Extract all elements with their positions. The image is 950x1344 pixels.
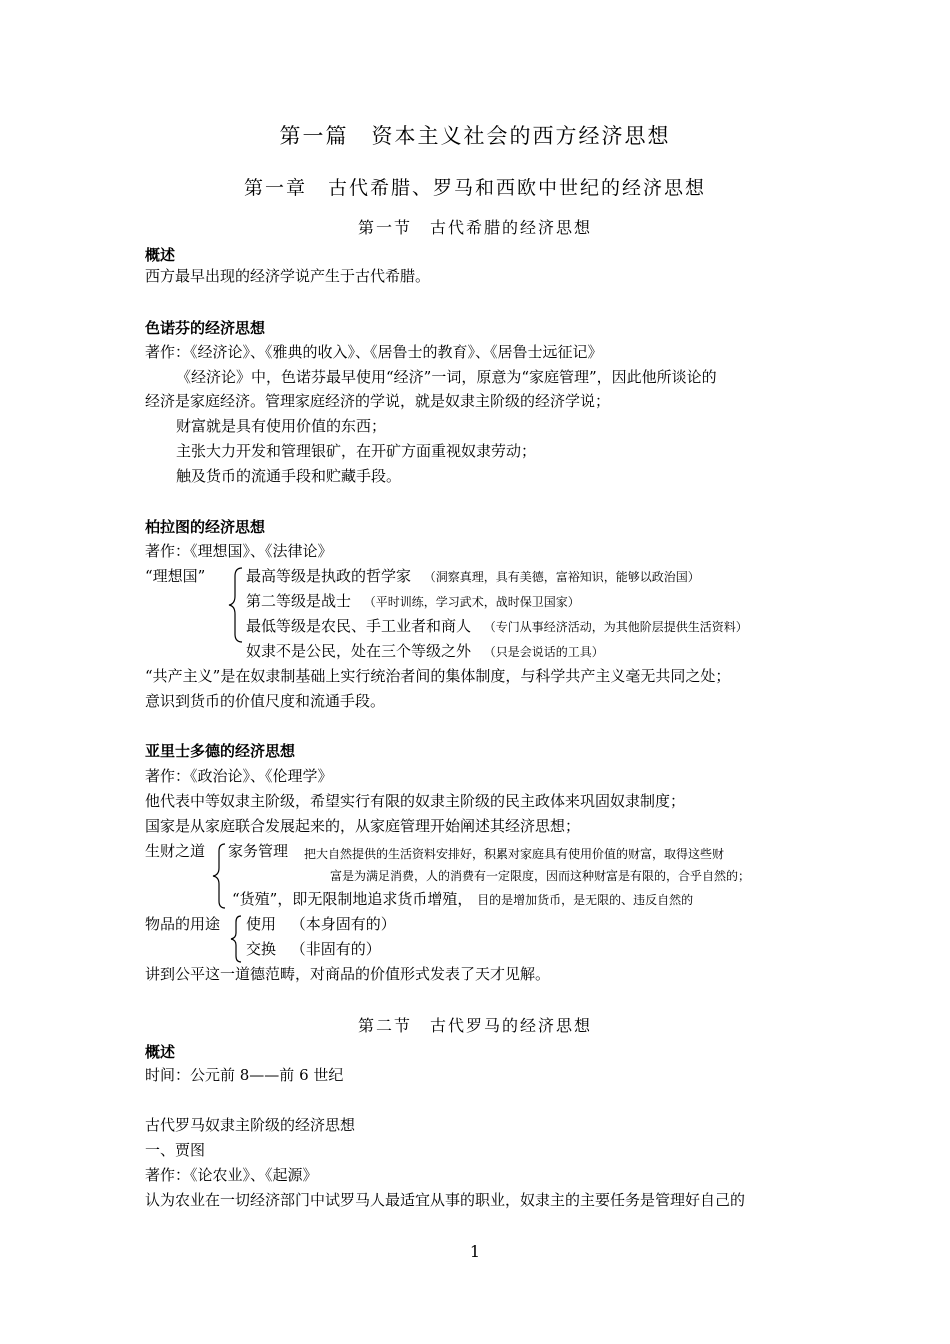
chrematistics bbox=[232, 887, 693, 912]
plato-heading: 柏拉图的经济思想 bbox=[145, 518, 266, 536]
xenophon-point-1: 财富就是具有使用价值的东西； bbox=[176, 417, 387, 435]
plato-money-line: 意识到货币的价值尺度和流通手段。 bbox=[145, 692, 386, 710]
level-4-note: （只是会说话的工具） bbox=[483, 645, 604, 659]
xenophon-point-3: 触及货币的流通手段和贮藏手段。 bbox=[176, 467, 402, 485]
overview-text: 西方最早出现的经济学说产生于古代希腊。 bbox=[145, 267, 431, 285]
use-item-2 bbox=[246, 937, 381, 961]
ideal-state-label: “理想国” bbox=[145, 567, 206, 585]
use-label: 物品的用途 bbox=[145, 915, 221, 933]
level-2-text: 第二等级是战士 bbox=[246, 592, 352, 610]
section2-time: 时间：公元前 8——前 6 世纪 bbox=[145, 1066, 344, 1084]
household-note-line1: 把大自然提供的生活资料安排好，积累对家庭具有使用价值的财富，取得这些财 bbox=[304, 847, 725, 861]
cato-heading: 一、贾图 bbox=[145, 1141, 206, 1159]
wealth-label: 生财之道 bbox=[145, 842, 206, 860]
level-1-text: 最高等级是执政的哲学家 bbox=[246, 567, 412, 585]
aristotle-line-2: 国家是从家庭联合发展起来的，从家庭管理开始阐述其经济思想； bbox=[145, 817, 581, 835]
xenophon-works: 著作：《经济论》、《雅典的收入》、《居鲁士的教育》、《居鲁士远征记》 bbox=[145, 343, 603, 361]
level-3-text: 最低等级是农民、手工业者和商人 bbox=[246, 617, 472, 635]
level-3-note: （专门从事经济活动，为其他阶层提供生活资料） bbox=[483, 620, 748, 634]
page-number: 1 bbox=[469, 1242, 481, 1261]
household-note-line2: 富是为满足消费，人的消费有一定限度，因而这种财富是有限的，合乎自然的； bbox=[330, 869, 751, 883]
level-4 bbox=[246, 639, 604, 664]
plato-communism-line: “共产主义”是在奴隶制基础上实行统治者间的集体制度，与科学共产主义毫无共同之处； bbox=[145, 667, 731, 685]
section2-title: 第二节 古代罗马的经济思想 bbox=[357, 1016, 592, 1035]
level-4-text: 奴隶不是公民，处在三个等级之外 bbox=[246, 642, 472, 660]
use-item-1 bbox=[246, 912, 396, 936]
chrematistics-note: 目的是增加货币，是无限的、违反自然的 bbox=[477, 893, 694, 907]
chapter-title: 第一章 古代希腊、罗马和西欧中世纪的经济思想 bbox=[243, 177, 706, 199]
aristotle-last-line: 讲到公平这一道德范畴，对商品的价值形式发表了天才见解。 bbox=[145, 965, 551, 983]
section1-title: 第一节 古代希腊的经济思想 bbox=[357, 218, 592, 237]
level-2-note: （平时训练，学习武术，战时保卫国家） bbox=[363, 595, 580, 609]
wealth-brace bbox=[210, 842, 228, 910]
ideal-state-brace bbox=[226, 566, 246, 644]
level-1-note: （洞察真理，具有美德，富裕知识，能够以政治国） bbox=[423, 570, 700, 584]
level-1 bbox=[246, 564, 700, 589]
household-label: 家务管理 bbox=[228, 842, 289, 860]
level-2 bbox=[246, 589, 580, 614]
level-3 bbox=[246, 614, 748, 639]
use-item-1-note: （本身固有的） bbox=[290, 915, 396, 933]
part-title: 第一篇 资本主义社会的西方经济思想 bbox=[279, 124, 671, 148]
roman-slave-heading: 古代罗马奴隶主阶级的经济思想 bbox=[145, 1116, 356, 1134]
chrematistics-label: “货殖”，即无限制地追求货币增殖， bbox=[232, 890, 473, 908]
use-item-2-note: （非固有的） bbox=[290, 940, 381, 958]
aristotle-works: 著作：《政治论》、《伦理学》 bbox=[145, 767, 333, 785]
plato-works: 著作：《理想国》、《法律论》 bbox=[145, 542, 333, 560]
xenophon-para-line1: 《经济论》中，色诺芬最早使用“经济”一词，原意为“家庭管理”，因此他所谈论的 bbox=[176, 368, 717, 386]
xenophon-heading: 色诺芬的经济思想 bbox=[145, 319, 266, 337]
aristotle-line-1: 他代表中等奴隶主阶级，希望实行有限的奴隶主阶级的民主政体来巩固奴隶制度； bbox=[145, 792, 686, 810]
xenophon-para-line2: 经济是家庭经济。管理家庭经济的学说，就是奴隶主阶级的经济学说； bbox=[145, 392, 611, 410]
cato-works: 著作：《论农业》、《起源》 bbox=[145, 1166, 318, 1184]
use-item-1-text: 使用 bbox=[246, 915, 277, 933]
use-item-2-text: 交换 bbox=[246, 940, 277, 958]
cato-line: 认为农业在一切经济部门中试罗马人最适宜从事的职业，奴隶主的主要任务是管理好自己的 bbox=[145, 1191, 746, 1209]
overview-heading: 概述 bbox=[145, 246, 176, 264]
aristotle-heading: 亚里士多德的经济思想 bbox=[145, 742, 296, 760]
use-brace bbox=[228, 914, 244, 964]
section2-overview-heading: 概述 bbox=[145, 1043, 176, 1061]
xenophon-point-2: 主张大力开发和管理银矿，在开矿方面重视奴隶劳动； bbox=[176, 442, 537, 460]
